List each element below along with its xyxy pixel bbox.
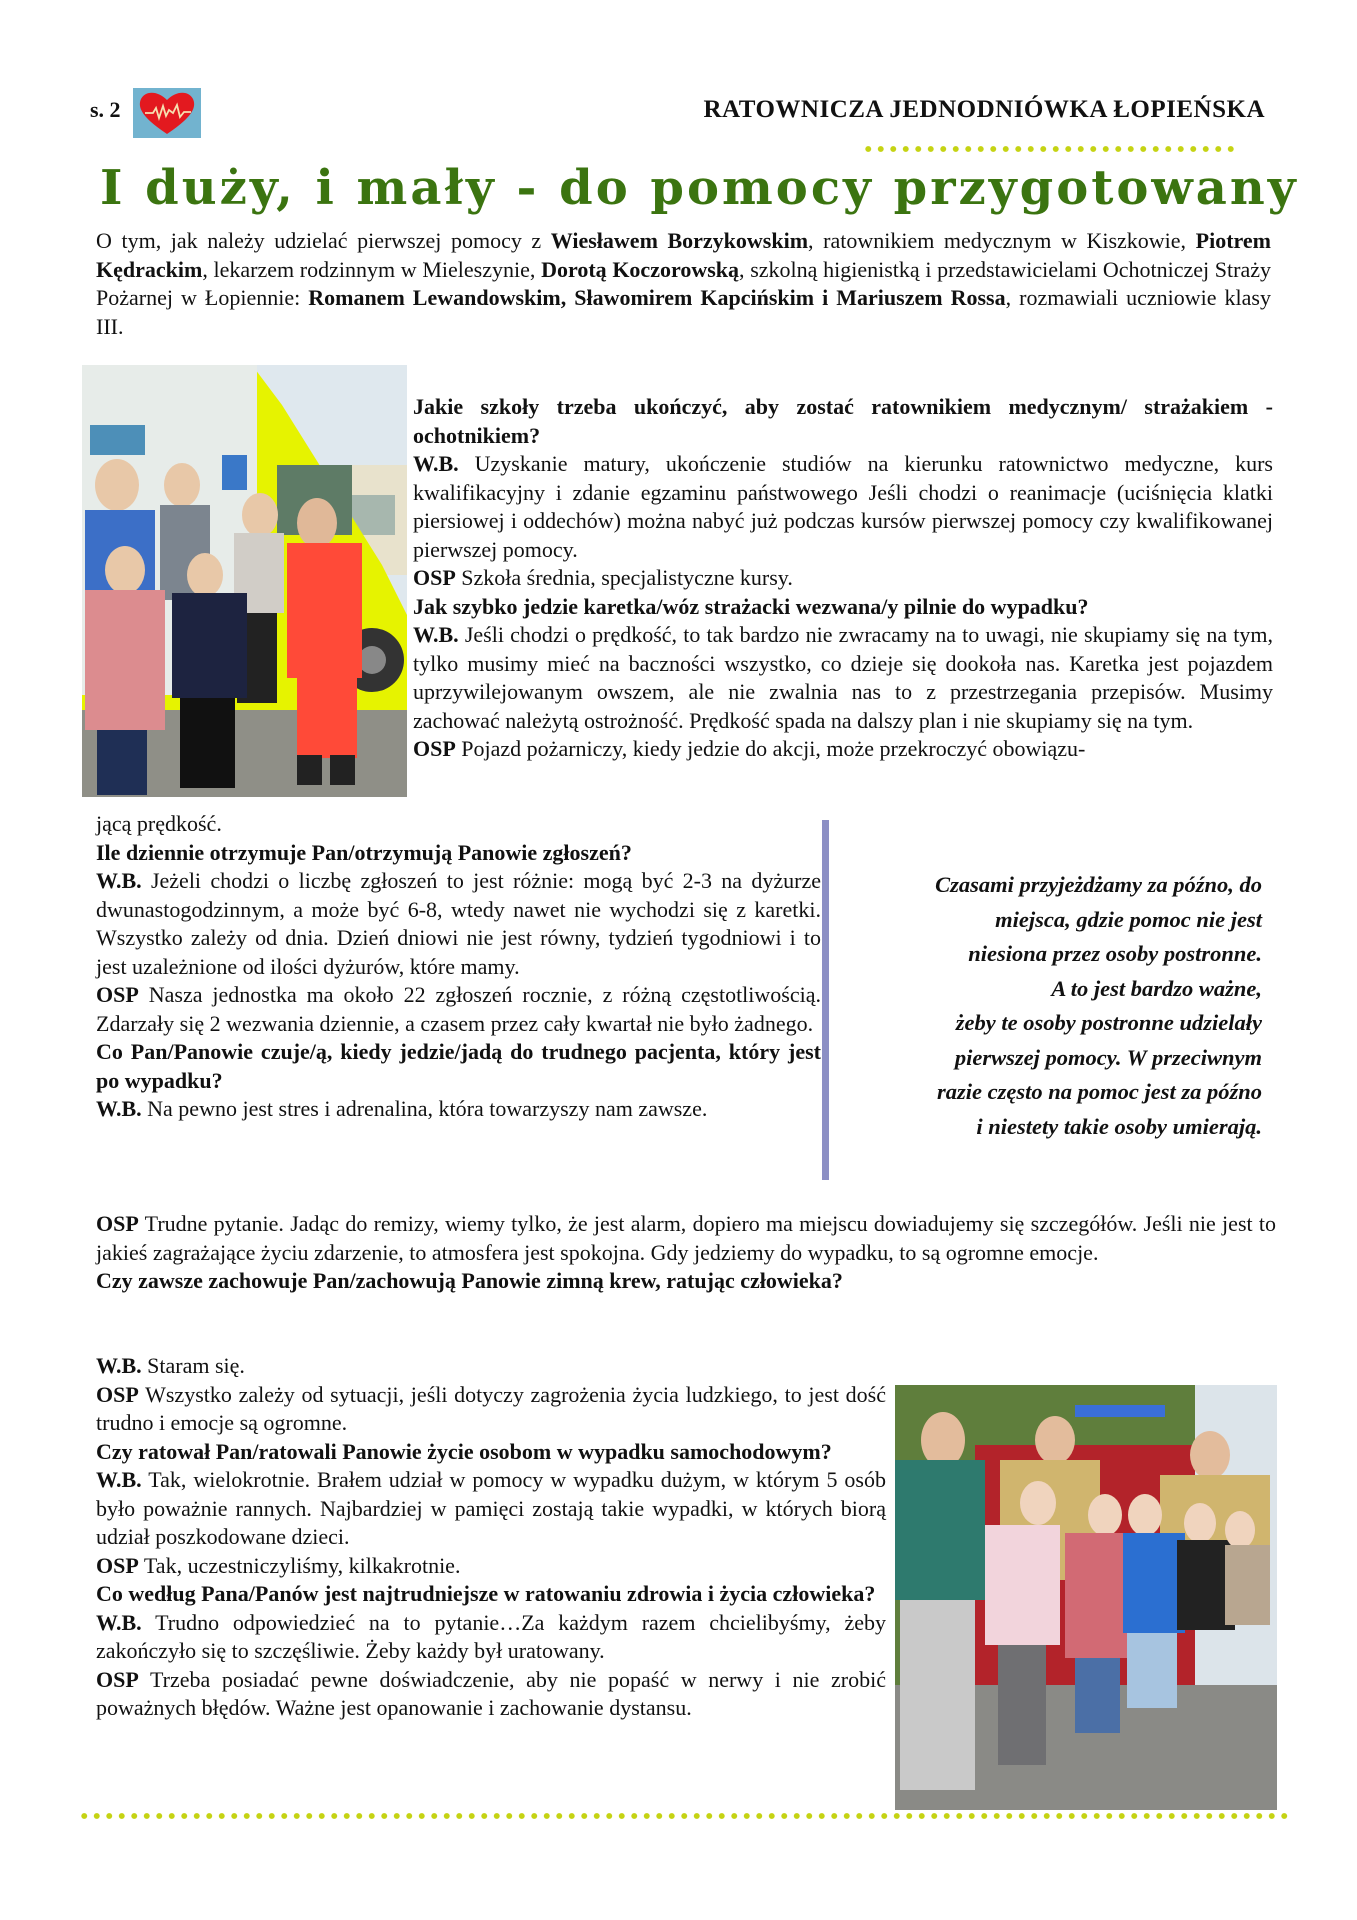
interview-question: Co Pan/Panowie czuje/ą, kiedy jedzie/jadą do trudnego pacjenta, który jest po wypadku? [96, 1039, 821, 1093]
pull-quote-line: pierwszej pomocy. W przeciwnym [954, 1044, 1262, 1070]
answer-text: Szkoła średnia, specjalistyczne kursy. [455, 565, 793, 590]
speaker-label: W.B. [413, 622, 459, 647]
answer-text: Tak, uczestniczyliśmy, kilkakrotnie. [138, 1552, 461, 1578]
answer-text: Staram się. [141, 1353, 245, 1378]
answer-text: jącą prędkość. [96, 811, 222, 836]
interview-answer [96, 1095, 821, 1124]
interview-column-left [96, 810, 821, 1124]
interview-column-bottom [96, 1352, 886, 1723]
speaker-label: OSP [413, 736, 456, 761]
page-number: s. 2 [90, 97, 121, 122]
speaker-label: W.B. [96, 1609, 142, 1635]
speaker-label: OSP [96, 1211, 139, 1236]
pull-quote-line: niesiona przez osoby postronne. [968, 941, 1262, 966]
article-intro [96, 227, 1271, 341]
interview-answer [96, 1210, 1276, 1267]
intro-text: O tym, jak należy udzielać pierwszej pomocy z [96, 228, 551, 253]
interviewee-name: Piotrem Kędrackim [96, 228, 1271, 282]
speaker-label: OSP [96, 1552, 139, 1578]
pull-quote [848, 868, 1262, 1144]
intro-text: , lekarzem rodzinnym w Mieleszynie, [202, 256, 542, 282]
dotted-divider [862, 145, 1240, 153]
pull-quote-line: żeby te osoby postronne udzielały [955, 1010, 1262, 1035]
interviewee-name: Romanem Lewandowskim, Sławomirem Kapcińskim i Mariuszem Rossa [308, 285, 1006, 310]
answer-text: Trudne pytanie. Jadąc do remizy, wiemy tylko, że jest alarm, dopiero ma miejscu dowiadujemy się szczegółów. Jeśli nie jest to jakieś zagrażające życiu zdarzenie, to atmosfera jest spokojna. Gdy jedziemy do wypadku, to są ogromne emocje. [96, 1211, 1276, 1265]
answer-text: Pojazd pożarniczy, kiedy jedzie do akcji, może przekroczyć obowiązu- [455, 736, 1086, 761]
pull-quote-line: Czasami przyjeżdżamy za późno, do [935, 872, 1262, 897]
pull-quote-line: razie często na pomoc jest za późno [936, 1079, 1262, 1104]
intro-text: , ratownikiem medycznym w Kiszkowie, [808, 228, 1196, 253]
intro-text: , szkolną higienistką i przedstawicielami Ochotniczej Straży Pożarnej w Łopiennie: [96, 256, 1271, 310]
speaker-label: W.B. [96, 1353, 142, 1378]
pull-quote-line: i niestety takie osoby umierają. [976, 1113, 1262, 1139]
interviewee-name: Wiesławem Borzykowskim [550, 228, 809, 253]
answer-text: Wszystko zależy od sytuacji, jeśli dotyczy zagrożenia życia ludzkiego, to jest dość trudno i emocje są ogromne. [96, 1381, 886, 1435]
interview-answer [96, 1552, 886, 1581]
interview-answer [96, 1352, 886, 1381]
speaker-label: OSP [96, 982, 139, 1007]
interview-answer [413, 735, 1273, 764]
interview-answer [413, 564, 1273, 593]
pull-quote-bar [822, 820, 829, 1180]
interview-question: Czy ratował Pan/ratowali Panowie życie osobom w wypadku samochodowym? [96, 1438, 832, 1464]
interview-answer [96, 810, 821, 839]
heart-ekg-icon [133, 88, 201, 138]
photo-fire-truck [895, 1385, 1277, 1810]
speaker-label: W.B. [96, 868, 142, 893]
interviewee-name: Dorotą Koczorowską [541, 256, 740, 282]
article-title: I duży, i mały - do pomocy przygotowany [100, 160, 1299, 216]
interview-question: Jak szybko jedzie karetka/wóz strażacki wezwana/y pilnie do wypadku? [413, 593, 1089, 619]
answer-text: Uzyskanie matury, ukończenie studiów na kierunku ratownictwo medyczne, kurs kwalifikacyjny i zdanie egzaminu państwowego Jeśli chodzi o reanimacje (uciśnięcia klatki piersiowej i oddechów) można nabyć już podczas kursów pierwszej pomocy czy kwalifikowanej pierwszej pomocy. [413, 451, 1273, 562]
interview-answer [413, 621, 1273, 735]
interview-question: Czy zawsze zachowuje Pan/zachowują Panowie zimną krew, ratując człowieka? [96, 1268, 843, 1293]
speaker-label: W.B. [96, 1096, 142, 1121]
answer-text: Trzeba posiadać pewne doświadczenie, aby nie popaść w nerwy i nie zrobić poważnych błędów. Ważne jest opanowanie i zachowanie dystansu. [96, 1666, 886, 1720]
interview-question: Co według Pana/Panów jest najtrudniejsze w ratowaniu zdrowia i życia człowieka? [96, 1581, 876, 1606]
answer-text: Tak, wielokrotnie. Brałem udział w pomocy w wypadku dużym, w którym 5 osób było poważnie rannych. Najbardziej w pamięci zostają takie wypadki, w których biorą udział poszkodowane dzieci. [96, 1467, 886, 1549]
answer-text: Trudno odpowiedzieć na to pytanie…Za każdym razem chcielibyśmy, żeby zakończyło się to szczęśliwie. Żeby każdy był uratowany. [96, 1609, 886, 1663]
speaker-label: OSP [96, 1666, 139, 1692]
speaker-label: W.B. [96, 1467, 142, 1492]
answer-text: Jeśli chodzi o prędkość, to tak bardzo nie zwracamy na to uwagi, nie skupiamy się na tym, tylko musimy mieć na baczności wszystko, co dzieje się dookoła nas. Karetka jest pojazdem uprzywilejowanym owszem, ale nie zwalnia nas to z przestrzegania przepisów. Musimy zachować należytą ostrożność. Prędkość spada na dalszy plan i nie skupiamy się na tym. [413, 622, 1273, 733]
answer-text: Jeżeli chodzi o liczbę zgłoszeń to jest różnie: mogą być 2-3 na dyżurze dwunastogodzinnym, a może być 6-8, wtedy nawet nie wychodzi się z karetki. Wszystko zależy od dnia. Dzień dniowi nie jest równy, tydzień tygodniowi i to jest uzależnione od ilości dyżurów, które mamy. [96, 868, 821, 979]
interview-answer [96, 867, 821, 981]
interview-full-width [96, 1210, 1276, 1296]
interview-answer [413, 450, 1273, 564]
interview-answer [96, 981, 821, 1038]
interview-question: Ile dziennie otrzymuje Pan/otrzymują Panowie zgłoszeń? [96, 839, 632, 865]
intro-text: , rozmawiali uczniowie klasy III. [96, 285, 1271, 339]
answer-text: Na pewno jest stres i adrenalina, która towarzyszy nam zawsze. [141, 1096, 708, 1121]
interview-answer [96, 1466, 886, 1552]
photo-ambulance [82, 365, 407, 797]
interview-question: Jakie szkoły trzeba ukończyć, aby zostać ratownikiem medycznym/ strażakiem - ochotnikiem? [413, 394, 1273, 448]
interview-answer [96, 1666, 886, 1723]
interview-answer [96, 1381, 886, 1438]
speaker-label: W.B. [413, 451, 459, 476]
speaker-label: OSP [413, 565, 456, 590]
pull-quote-line: A to jest bardzo ważne, [1051, 975, 1262, 1001]
dotted-divider [78, 1812, 1288, 1820]
publication-title: RATOWNICZA JEDNODNIÓWKA ŁOPIEŃSKA [703, 96, 1265, 123]
answer-text: Nasza jednostka ma około 22 zgłoszeń rocznie, z różną częstotliwością. Zdarzały się 2 wezwania dziennie, a czasem przez cały kwartał nie było żadnego. [96, 982, 821, 1036]
interview-column-right [413, 393, 1273, 764]
speaker-label: OSP [96, 1381, 139, 1407]
interview-answer [96, 1609, 886, 1666]
pull-quote-line: miejsca, gdzie pomoc nie jest [995, 906, 1262, 932]
